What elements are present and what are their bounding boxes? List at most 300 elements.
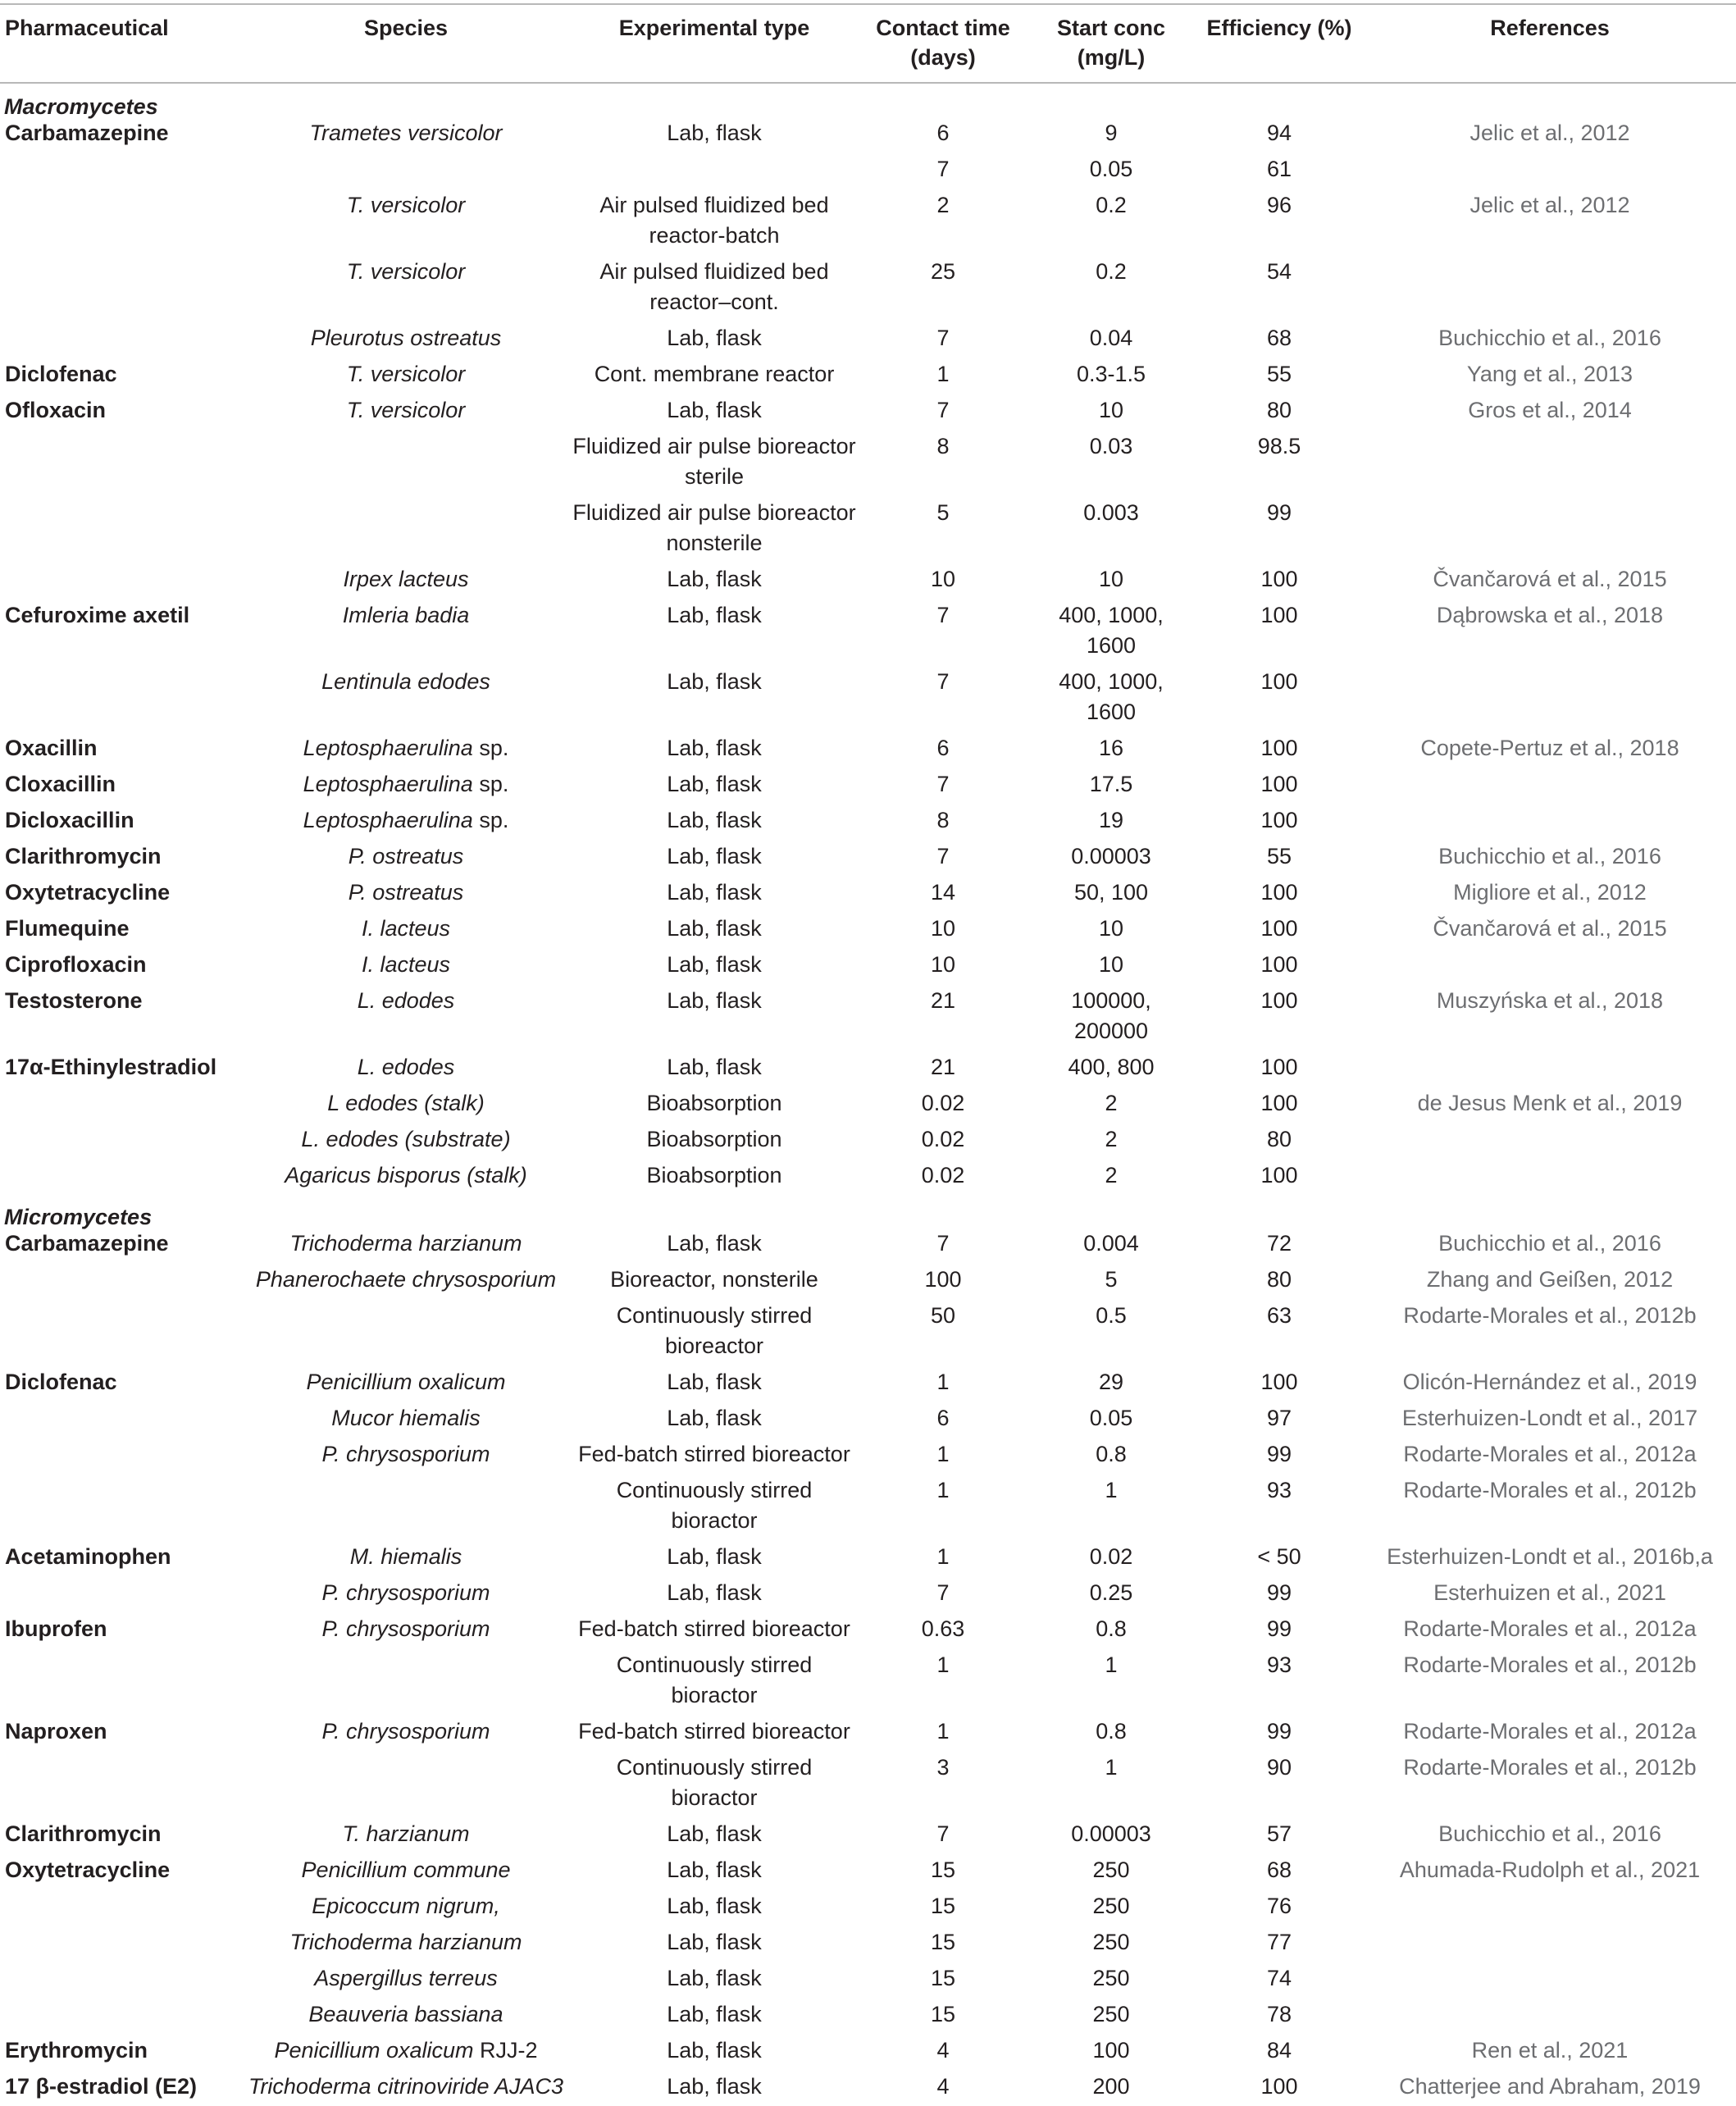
species-cell: T. versicolor <box>346 193 466 217</box>
contact-time-cell: 15 <box>930 1966 956 1990</box>
efficiency-cell: 80 <box>1266 1127 1292 1151</box>
efficiency-cell: 84 <box>1266 2038 1292 2063</box>
start-conc-cell: 10 <box>1098 567 1124 591</box>
contact-time-cell: 50 <box>930 1303 956 1328</box>
efficiency-cell: 57 <box>1266 1821 1292 1846</box>
pharmaceutical-cell: Testosterone <box>5 988 143 1013</box>
pharmaceutical-cell: Clarithromycin <box>5 844 162 868</box>
header-references: References <box>1490 16 1610 40</box>
contact-time-cell: 7 <box>936 603 950 627</box>
reference-cell: Dąbrowska et al., 2018 <box>1436 603 1664 627</box>
experimental-type-cell: Lab, flask <box>667 326 762 350</box>
species-cell: Penicillium oxalicum <box>306 1370 506 1394</box>
reference-cell: Jelic et al., 2012 <box>1469 121 1630 145</box>
section-macromycetes: Macromycetes <box>4 94 158 119</box>
start-conc-cell: 0.00003 <box>1071 844 1151 868</box>
efficiency-cell: 68 <box>1266 326 1292 350</box>
experimental-type-cell: Lab, flask <box>667 1930 762 1954</box>
experimental-type-cell: Continuously stirred <box>616 1303 813 1328</box>
start-conc-cell: 0.8 <box>1096 1442 1127 1466</box>
start-conc-cell: 200000 <box>1073 1019 1149 1043</box>
efficiency-cell: 90 <box>1266 1755 1292 1780</box>
species-cell: Trichoderma harzianum <box>289 1231 522 1256</box>
efficiency-cell: 97 <box>1266 1406 1292 1430</box>
reference-cell: Buchicchio et al., 2016 <box>1438 844 1661 868</box>
start-conc-cell: 0.5 <box>1096 1303 1127 1328</box>
start-conc-cell: 50, 100 <box>1073 880 1149 905</box>
start-conc-cell: 2 <box>1105 1091 1118 1115</box>
experimental-type-cell: Lab, flask <box>667 567 762 591</box>
start-conc-cell: 0.00003 <box>1071 1821 1151 1846</box>
pharmaceutical-cell: Oxacillin <box>5 736 98 760</box>
start-conc-cell: 200 <box>1092 2074 1130 2099</box>
pharmaceutical-cell: Cloxacillin <box>5 772 116 796</box>
experimental-type-cell: Air pulsed fluidized bed <box>599 193 829 217</box>
experimental-type-cell: Lab, flask <box>667 1894 762 1918</box>
experimental-type-cell: Lab, flask <box>667 880 762 905</box>
experimental-type-cell: Fed-batch stirred bioreactor <box>578 1719 850 1744</box>
contact-time-cell: 7 <box>936 772 950 796</box>
experimental-type-cell: Bioabsorption <box>646 1127 782 1151</box>
experimental-type-cell: Cont. membrane reactor <box>594 362 835 386</box>
contact-time-cell: 100 <box>924 1267 962 1292</box>
species-cell <box>238 733 574 763</box>
efficiency-cell: 61 <box>1266 157 1292 181</box>
efficiency-cell: 72 <box>1266 1231 1292 1256</box>
efficiency-cell: 78 <box>1266 2002 1292 2026</box>
experimental-type-cell: bioractor <box>671 1785 758 1810</box>
experimental-type-cell: Lab, flask <box>667 1858 762 1882</box>
start-conc-cell: 1600 <box>1086 633 1137 658</box>
experimental-type-cell: Lab, flask <box>667 2038 762 2063</box>
species-cell: I. lacteus <box>361 952 451 977</box>
experimental-type-cell: bioractor <box>671 1683 758 1707</box>
efficiency-cell: 76 <box>1266 1894 1292 1918</box>
reference-cell: Jelic et al., 2012 <box>1469 193 1630 217</box>
contact-time-cell: 8 <box>936 808 950 832</box>
species-cell: T. harzianum <box>342 1821 470 1846</box>
start-conc-cell: 9 <box>1105 121 1118 145</box>
header-contact-time <box>861 13 1025 72</box>
experimental-type-cell: Bioabsorption <box>646 1163 782 1187</box>
reference-cell: Rodarte-Morales et al., 2012a <box>1403 1719 1697 1744</box>
reference-cell: Čvančarová et al., 2015 <box>1433 567 1667 591</box>
start-conc-cell: 1600 <box>1086 700 1137 724</box>
start-conc-cell: 0.003 <box>1083 500 1139 525</box>
experimental-type-cell: Lab, flask <box>667 1370 762 1394</box>
efficiency-cell: 99 <box>1266 1442 1292 1466</box>
efficiency-cell: 93 <box>1266 1478 1292 1502</box>
species-cell: Pleurotus ostreatus <box>310 326 502 350</box>
pharmaceutical-cell: Oxytetracycline <box>5 1858 171 1882</box>
species-cell: M. hiemalis <box>349 1544 462 1569</box>
efficiency-cell: 94 <box>1266 121 1292 145</box>
species-cell: T. versicolor <box>346 398 466 422</box>
species-cell: P. chrysosporium <box>321 1616 490 1641</box>
efficiency-cell: 98.5 <box>1257 434 1301 458</box>
reference-cell: Ren et al., 2021 <box>1471 2038 1629 2063</box>
experimental-type-cell: Lab, flask <box>667 2002 762 2026</box>
species-cell: T. versicolor <box>346 362 466 386</box>
efficiency-cell: 100 <box>1260 1163 1298 1187</box>
contact-time-cell: 6 <box>936 736 950 760</box>
header-contact-time-line2: (days) <box>910 45 976 70</box>
start-conc-cell: 16 <box>1098 736 1124 760</box>
contact-time-cell: 6 <box>936 121 950 145</box>
contact-time-cell: 7 <box>936 1580 950 1605</box>
start-conc-cell: 400, 800 <box>1068 1055 1155 1079</box>
efficiency-cell: < 50 <box>1257 1544 1301 1569</box>
contact-time-cell: 7 <box>936 1821 950 1846</box>
efficiency-cell: 55 <box>1266 844 1292 868</box>
species-name: Penicillium oxalicum <box>274 2038 474 2063</box>
contact-time-cell: 1 <box>936 1442 950 1466</box>
pharmaceutical-cell: Oxytetracycline <box>5 880 171 905</box>
reference-cell: Muszyńska et al., 2018 <box>1436 988 1664 1013</box>
experimental-type-cell: Lab, flask <box>667 808 762 832</box>
contact-time-cell: 10 <box>930 567 956 591</box>
efficiency-cell: 100 <box>1260 603 1298 627</box>
header-species: Species <box>363 16 449 40</box>
pharmaceutical-cell: Flumequine <box>5 916 130 941</box>
efficiency-cell: 100 <box>1260 808 1298 832</box>
start-conc-cell: 0.05 <box>1089 1406 1133 1430</box>
reference-cell: Yang et al., 2013 <box>1466 362 1633 386</box>
start-conc-cell: 1 <box>1105 1755 1118 1780</box>
contact-time-cell: 1 <box>936 1719 950 1744</box>
contact-time-cell: 21 <box>930 988 956 1013</box>
experimental-type-cell: Continuously stirred <box>616 1652 813 1677</box>
contact-time-cell: 7 <box>936 398 950 422</box>
contact-time-cell: 15 <box>930 2002 956 2026</box>
contact-time-cell: 7 <box>936 157 950 181</box>
contact-time-cell: 7 <box>936 1231 950 1256</box>
reference-cell: Ahumada-Rudolph et al., 2021 <box>1399 1858 1701 1882</box>
species-cell: Beauveria bassiana <box>308 2002 503 2026</box>
species-cell: Irpex lacteus <box>343 567 469 591</box>
experimental-type-cell: Lab, flask <box>667 1966 762 1990</box>
pharmaceutical-cell: 17 β-estradiol (E2) <box>5 2074 198 2099</box>
start-conc-cell: 19 <box>1098 808 1124 832</box>
reference-cell: Buchicchio et al., 2016 <box>1438 1231 1661 1256</box>
contact-time-cell: 2 <box>936 193 950 217</box>
efficiency-cell: 100 <box>1260 1055 1298 1079</box>
pharmaceutical-cell: Carbamazepine <box>5 1231 169 1256</box>
efficiency-cell: 80 <box>1266 1267 1292 1292</box>
header-experimental-type: Experimental type <box>618 16 810 40</box>
contact-time-cell: 4 <box>936 2038 950 2063</box>
contact-time-cell: 1 <box>936 1370 950 1394</box>
reference-cell: Esterhuizen et al., 2021 <box>1433 1580 1666 1605</box>
efficiency-cell: 100 <box>1260 2074 1298 2099</box>
species-suffix: sp. <box>472 736 509 760</box>
pharmaceutical-cell: Ibuprofen <box>5 1616 107 1641</box>
efficiency-cell: 74 <box>1266 1966 1292 1990</box>
contact-time-cell: 15 <box>930 1894 956 1918</box>
experimental-type-cell: Lab, flask <box>667 1055 762 1079</box>
experimental-type-cell: Lab, flask <box>667 1231 762 1256</box>
species-name: Leptosphaerulina <box>303 772 473 796</box>
experimental-type-cell: Lab, flask <box>667 1406 762 1430</box>
experimental-type-cell: Lab, flask <box>667 916 762 941</box>
start-conc-cell: 250 <box>1092 1894 1130 1918</box>
table-top-rule <box>0 3 1736 5</box>
species-cell: P. chrysosporium <box>321 1442 490 1466</box>
pharmaceutical-cell: Diclofenac <box>5 362 117 386</box>
species-cell: P. chrysosporium <box>321 1580 490 1605</box>
pharmaceutical-cell: Dicloxacillin <box>5 808 134 832</box>
start-conc-cell: 0.004 <box>1083 1231 1139 1256</box>
species-cell: Agaricus bisporus (stalk) <box>285 1163 527 1187</box>
pharmaceutical-cell: 17α-Ethinylestradiol <box>5 1055 217 1079</box>
start-conc-cell: 0.02 <box>1089 1544 1133 1569</box>
species-cell: L. edodes (substrate) <box>301 1127 511 1151</box>
contact-time-cell: 7 <box>936 326 950 350</box>
efficiency-cell: 99 <box>1266 1580 1292 1605</box>
pharmaceutical-cell: Diclofenac <box>5 1370 117 1394</box>
reference-cell: Čvančarová et al., 2015 <box>1433 916 1667 941</box>
efficiency-cell: 99 <box>1266 1719 1292 1744</box>
start-conc-cell: 2 <box>1105 1127 1118 1151</box>
start-conc-cell: 100000, <box>1071 988 1151 1013</box>
experimental-type-cell: Lab, flask <box>667 603 762 627</box>
experimental-type-cell: Lab, flask <box>667 736 762 760</box>
start-conc-cell: 29 <box>1098 1370 1124 1394</box>
contact-time-cell: 7 <box>936 844 950 868</box>
reference-cell: Rodarte-Morales et al., 2012b <box>1403 1652 1697 1677</box>
efficiency-cell: 100 <box>1260 772 1298 796</box>
contact-time-cell: 5 <box>936 500 950 525</box>
species-cell: Aspergillus terreus <box>314 1966 498 1990</box>
species-cell <box>238 805 574 835</box>
reference-cell: Rodarte-Morales et al., 2012b <box>1403 1478 1697 1502</box>
contact-time-cell: 25 <box>930 259 956 284</box>
reference-cell: Copete-Pertuz et al., 2018 <box>1420 736 1679 760</box>
species-name: Leptosphaerulina <box>303 808 473 832</box>
efficiency-cell: 80 <box>1266 398 1292 422</box>
efficiency-cell: 100 <box>1260 1370 1298 1394</box>
reference-cell: Buchicchio et al., 2016 <box>1438 326 1661 350</box>
start-conc-cell: 250 <box>1092 1966 1130 1990</box>
pharmaceutical-cell: Ciprofloxacin <box>5 952 147 977</box>
experimental-type-cell: Continuously stirred <box>616 1478 813 1502</box>
pharmaceutical-cell: Carbamazepine <box>5 121 169 145</box>
reference-cell: Rodarte-Morales et al., 2012a <box>1403 1442 1697 1466</box>
header-start-conc-line1: Start conc <box>1056 16 1166 40</box>
experimental-type-cell: Lab, flask <box>667 844 762 868</box>
species-cell: P. chrysosporium <box>321 1719 490 1744</box>
start-conc-cell: 10 <box>1098 952 1124 977</box>
start-conc-cell: 0.25 <box>1089 1580 1133 1605</box>
reference-cell: Zhang and Geißen, 2012 <box>1426 1267 1674 1292</box>
reference-cell: Esterhuizen-Londt et al., 2017 <box>1401 1406 1698 1430</box>
experimental-type-cell: Continuously stirred <box>616 1755 813 1780</box>
experimental-type-cell: nonsterile <box>666 531 763 555</box>
efficiency-cell: 54 <box>1266 259 1292 284</box>
start-conc-cell: 100 <box>1092 2038 1130 2063</box>
species-cell: L edodes (stalk) <box>327 1091 485 1115</box>
start-conc-cell: 0.8 <box>1096 1719 1127 1744</box>
contact-time-cell: 0.02 <box>921 1163 965 1187</box>
contact-time-cell: 10 <box>930 952 956 977</box>
efficiency-cell: 100 <box>1260 988 1298 1013</box>
efficiency-cell: 100 <box>1260 1091 1298 1115</box>
reference-cell: Buchicchio et al., 2016 <box>1438 1821 1661 1846</box>
reference-cell: Olicón-Hernández et al., 2019 <box>1402 1370 1697 1394</box>
species-cell: Lentinula edodes <box>321 669 490 694</box>
contact-time-cell: 0.63 <box>921 1616 965 1641</box>
contact-time-cell: 0.02 <box>921 1127 965 1151</box>
contact-time-cell: 4 <box>936 2074 950 2099</box>
reference-cell: Gros et al., 2014 <box>1468 398 1632 422</box>
reference-cell: Rodarte-Morales et al., 2012b <box>1403 1755 1697 1780</box>
header-start-conc-line2: (mg/L) <box>1077 45 1146 70</box>
species-cell: P. ostreatus <box>348 880 464 905</box>
header-bottom-rule <box>0 82 1736 84</box>
species-suffix: RJJ-2 <box>473 2038 538 2063</box>
species-cell: Imleria badia <box>342 603 470 627</box>
efficiency-cell: 100 <box>1260 567 1298 591</box>
start-conc-cell: 250 <box>1092 1858 1130 1882</box>
header-start-conc <box>1029 13 1193 72</box>
efficiency-cell: 99 <box>1266 500 1292 525</box>
contact-time-cell: 1 <box>936 1478 950 1502</box>
start-conc-cell: 17.5 <box>1089 772 1133 796</box>
species-cell: P. ostreatus <box>348 844 464 868</box>
contact-time-cell: 15 <box>930 1858 956 1882</box>
start-conc-cell: 1 <box>1105 1652 1118 1677</box>
species-suffix: sp. <box>472 772 509 796</box>
experimental-type-cell: Lab, flask <box>667 1580 762 1605</box>
start-conc-cell: 250 <box>1092 1930 1130 1954</box>
experimental-type-cell: Fluidized air pulse bioreactor <box>572 500 856 525</box>
efficiency-cell: 55 <box>1266 362 1292 386</box>
experimental-type-cell: Air pulsed fluidized bed <box>599 259 829 284</box>
efficiency-cell: 100 <box>1260 916 1298 941</box>
experimental-type-cell: reactor–cont. <box>649 289 779 314</box>
contact-time-cell: 3 <box>936 1755 950 1780</box>
reference-cell: Rodarte-Morales et al., 2012b <box>1403 1303 1697 1328</box>
start-conc-cell: 0.2 <box>1096 259 1127 284</box>
species-cell: Trichoderma citrinoviride AJAC3 <box>248 2074 564 2099</box>
pharmaceutical-cell: Naproxen <box>5 1719 107 1744</box>
species-cell: Mucor hiemalis <box>331 1406 481 1430</box>
contact-time-cell: 7 <box>936 669 950 694</box>
pharmaceutical-cell: Erythromycin <box>5 2038 148 2063</box>
section-micromycetes: Micromycetes <box>4 1205 153 1229</box>
contact-time-cell: 1 <box>936 1652 950 1677</box>
efficiency-cell: 100 <box>1260 952 1298 977</box>
experimental-type-cell: Fed-batch stirred bioreactor <box>578 1616 850 1641</box>
contact-time-cell: 10 <box>930 916 956 941</box>
header-pharmaceutical: Pharmaceutical <box>5 16 169 40</box>
species-cell: Trametes versicolor <box>309 121 503 145</box>
species-cell: L. edodes <box>357 1055 455 1079</box>
start-conc-cell: 0.04 <box>1089 326 1133 350</box>
efficiency-cell: 68 <box>1266 1858 1292 1882</box>
experimental-type-cell: Fed-batch stirred bioreactor <box>578 1442 850 1466</box>
experimental-type-cell: Lab, flask <box>667 988 762 1013</box>
header-efficiency: Efficiency (%) <box>1206 16 1352 40</box>
start-conc-cell: 2 <box>1105 1163 1118 1187</box>
reference-cell: de Jesus Menk et al., 2019 <box>1417 1091 1683 1115</box>
experimental-type-cell: Lab, flask <box>667 952 762 977</box>
experimental-type-cell: Lab, flask <box>667 772 762 796</box>
contact-time-cell: 21 <box>930 1055 956 1079</box>
efficiency-cell: 99 <box>1266 1616 1292 1641</box>
experimental-type-cell: Lab, flask <box>667 1821 762 1846</box>
efficiency-cell: 96 <box>1266 193 1292 217</box>
efficiency-cell: 77 <box>1266 1930 1292 1954</box>
contact-time-cell: 14 <box>930 880 956 905</box>
header-contact-time-line1: Contact time <box>876 16 1010 40</box>
start-conc-cell: 0.3-1.5 <box>1076 362 1146 386</box>
contact-time-cell: 8 <box>936 434 950 458</box>
pharmaceutical-cell: Clarithromycin <box>5 1821 162 1846</box>
efficiency-cell: 100 <box>1260 736 1298 760</box>
reference-cell: Chatterjee and Abraham, 2019 <box>1399 2074 1701 2099</box>
experimental-type-cell: Bioabsorption <box>646 1091 782 1115</box>
experimental-type-cell: Lab, flask <box>667 1544 762 1569</box>
species-cell <box>238 769 574 799</box>
contact-time-cell: 15 <box>930 1930 956 1954</box>
species-suffix: sp. <box>472 808 509 832</box>
experimental-type-cell: Bioreactor, nonsterile <box>610 1267 818 1292</box>
start-conc-cell: 10 <box>1098 916 1124 941</box>
start-conc-cell: 1 <box>1105 1478 1118 1502</box>
pharmaceutical-cell: Acetaminophen <box>5 1544 171 1569</box>
start-conc-cell: 400, 1000, <box>1059 669 1164 694</box>
experimental-type-cell: Fluidized air pulse bioreactor <box>572 434 856 458</box>
start-conc-cell: 10 <box>1098 398 1124 422</box>
contact-time-cell: 0.02 <box>921 1091 965 1115</box>
species-cell: I. lacteus <box>361 916 451 941</box>
experimental-type-cell: reactor-batch <box>649 223 780 248</box>
start-conc-cell: 5 <box>1105 1267 1118 1292</box>
contact-time-cell: 6 <box>936 1406 950 1430</box>
pharmaceutical-cell: Ofloxacin <box>5 398 107 422</box>
efficiency-cell: 100 <box>1260 880 1298 905</box>
experimental-type-cell: Lab, flask <box>667 2074 762 2099</box>
experimental-type-cell: bioreactor <box>664 1333 764 1358</box>
start-conc-cell: 0.05 <box>1089 157 1133 181</box>
experimental-type-cell: Lab, flask <box>667 669 762 694</box>
species-cell: Trichoderma harzianum <box>289 1930 522 1954</box>
start-conc-cell: 250 <box>1092 2002 1130 2026</box>
species-cell: Phanerochaete chrysosporium <box>255 1267 557 1292</box>
experimental-type-cell: Lab, flask <box>667 121 762 145</box>
contact-time-cell: 1 <box>936 362 950 386</box>
species-name: Leptosphaerulina <box>303 736 473 760</box>
efficiency-cell: 100 <box>1260 669 1298 694</box>
start-conc-cell: 400, 1000, <box>1059 603 1164 627</box>
species-cell: L. edodes <box>357 988 455 1013</box>
pharmaceutical-cell: Cefuroxime axetil <box>5 603 190 627</box>
start-conc-cell: 0.8 <box>1096 1616 1127 1641</box>
reference-cell: Migliore et al., 2012 <box>1453 880 1647 905</box>
experimental-type-cell: Lab, flask <box>667 398 762 422</box>
reference-cell: Rodarte-Morales et al., 2012a <box>1403 1616 1697 1641</box>
reference-cell: Esterhuizen-Londt et al., 2016b,a <box>1387 1544 1713 1569</box>
contact-time-cell: 1 <box>936 1544 950 1569</box>
species-cell: T. versicolor <box>346 259 466 284</box>
experimental-type-cell: sterile <box>684 464 745 489</box>
efficiency-cell: 93 <box>1266 1652 1292 1677</box>
species-cell: Epicoccum nigrum, <box>312 1894 500 1918</box>
start-conc-cell: 0.2 <box>1096 193 1127 217</box>
start-conc-cell: 0.03 <box>1089 434 1133 458</box>
efficiency-cell: 63 <box>1266 1303 1292 1328</box>
